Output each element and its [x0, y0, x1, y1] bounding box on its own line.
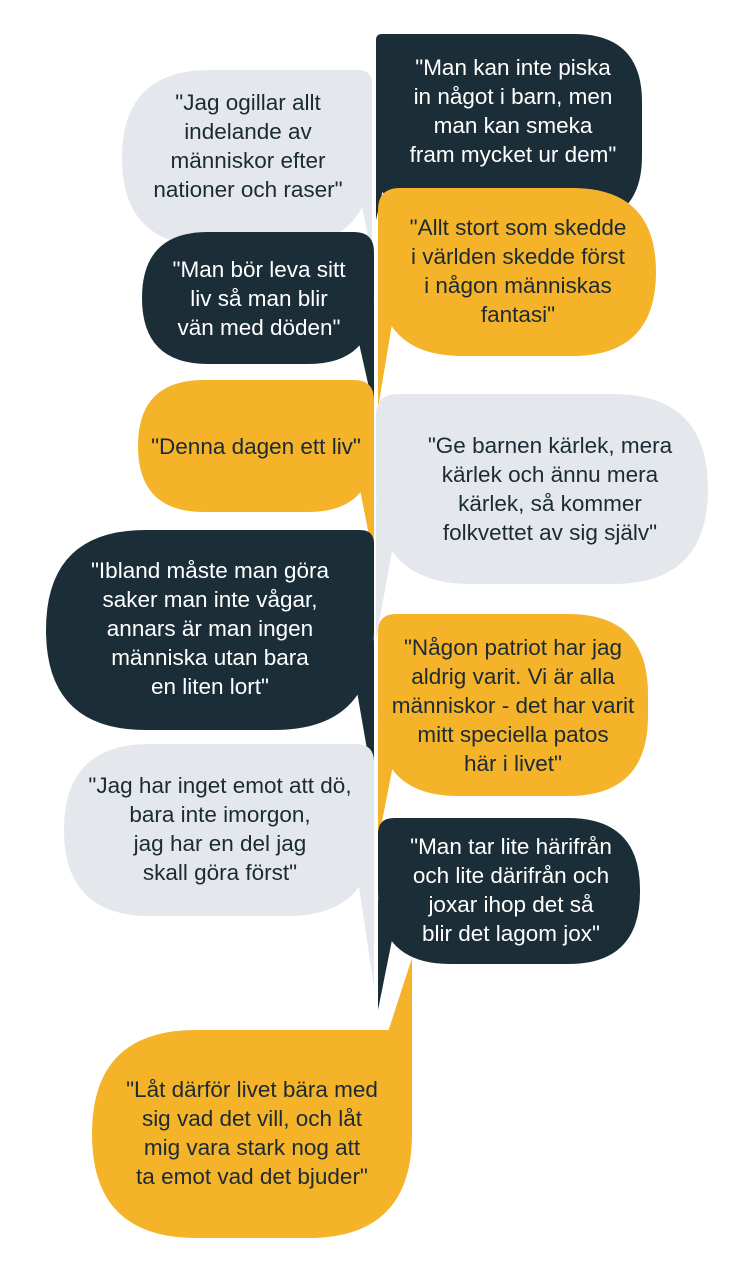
quote-text: "Låt därför livet bära med sig vad det vill, och låt mig vara stark nog att ta emot vad det bjuder" — [126, 1077, 378, 1189]
quote-text: "Denna dagen ett liv" — [151, 433, 361, 459]
quote-text: "Man kan inte piska in något i barn, men man kan smeka fram mycket ur dem" — [409, 55, 617, 167]
quote-text: "Allt stort som skedde i världen skedde först i någon människas fantasi" — [409, 215, 627, 327]
quote-text: "Jag har inget emot att dö, bara inte imorgon, jag har en del jag skall göra först" — [88, 773, 352, 885]
quote-text: "Man bör leva sitt liv så man blir vän med döden" — [172, 256, 346, 340]
quote-text: "Ibland måste man göra saker man inte vågar, annars är man ingen människa utan bara en liten lort" — [90, 557, 330, 699]
quote-text: "Jag ogillar allt indelande av människor efter nationer och raser" — [153, 90, 343, 202]
quote-text: "Ge barnen kärlek, mera kärlek och ännu mera kärlek, så kommer folkvettet av sig själv" — [427, 433, 673, 545]
quote-text: "Någon patriot har jag aldrig varit. Vi är alla människor - det har varit mitt speciella patos här i livet" — [391, 634, 635, 776]
quote-text: "Man tar lite härifrån och lite därifrån och joxar ihop det så blir det lagom jox" — [410, 834, 612, 946]
